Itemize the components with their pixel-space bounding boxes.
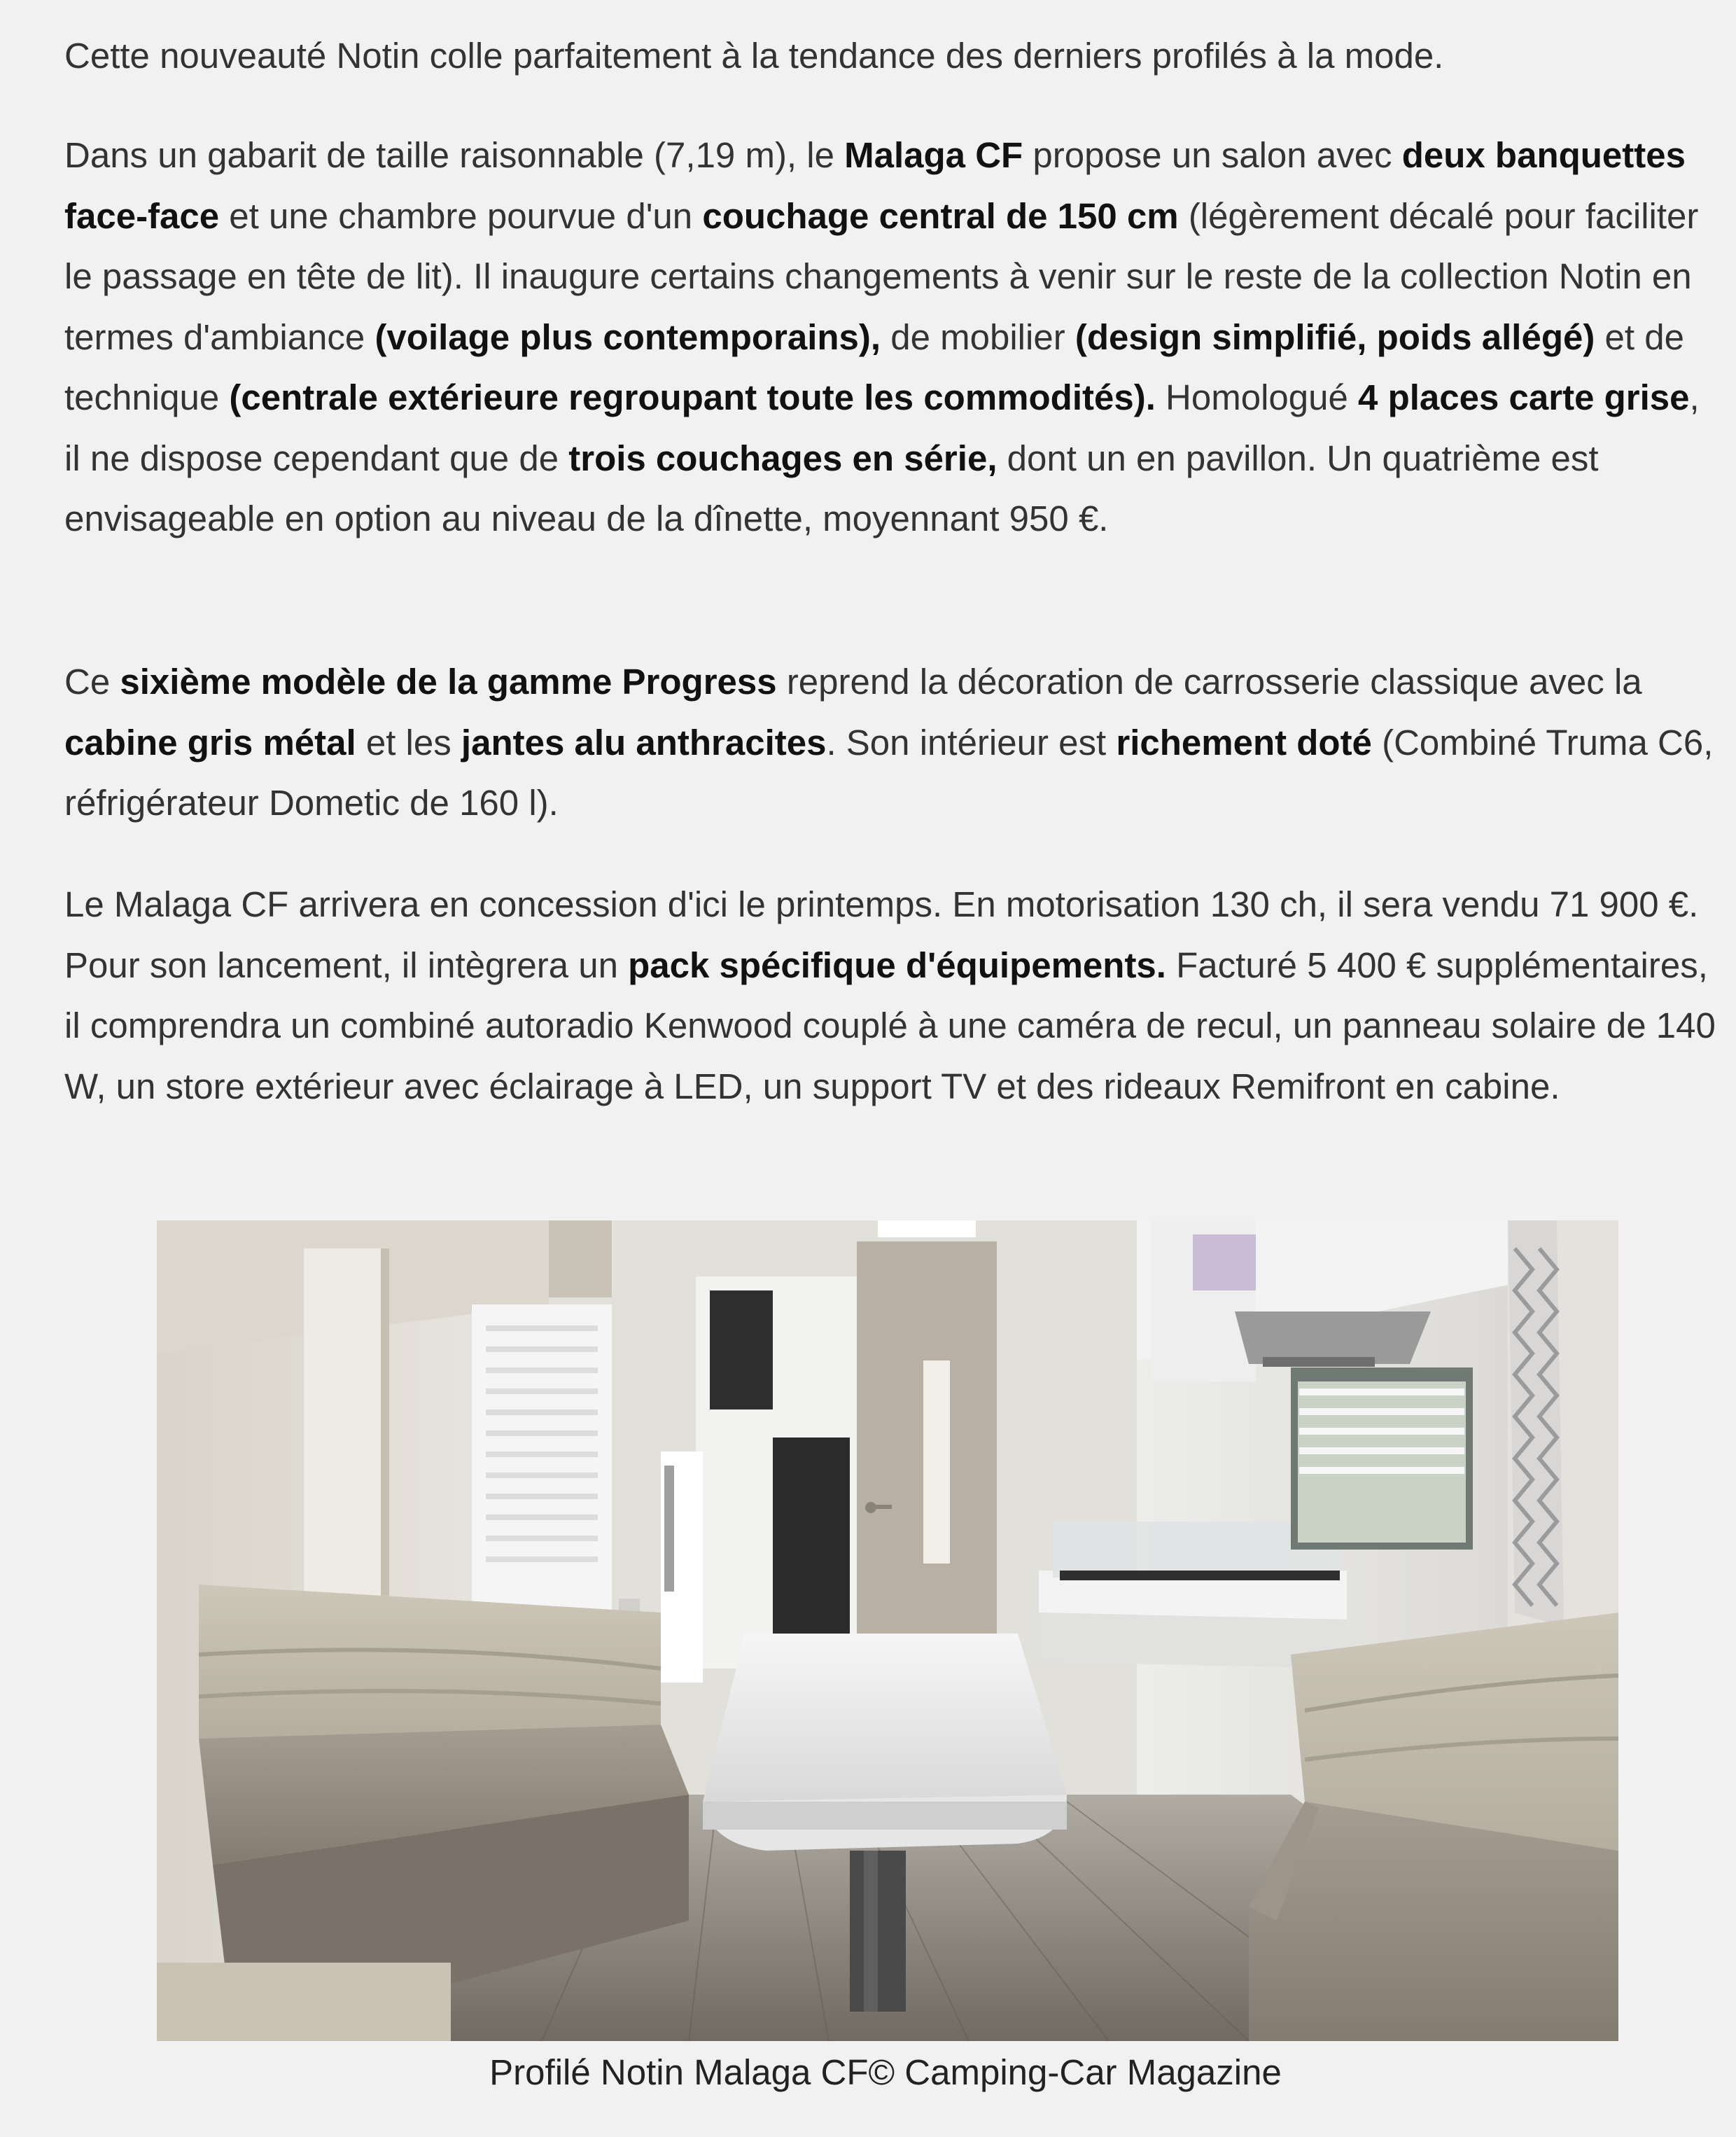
decoration-paragraph [64, 652, 1723, 834]
pricing-paragraph [64, 875, 1723, 1117]
bold-run: (design simplifié, poids allégé) [1074, 316, 1595, 357]
text-run: de mobilier [881, 316, 1075, 357]
text-run: Dans un gabarit de taille raisonnable (7,19 m), le [64, 135, 845, 175]
bold-run: richement doté [1116, 722, 1372, 763]
bold-run: sixième modèle de la gamme Progress [120, 662, 777, 702]
text-run: Ce [64, 662, 120, 702]
text-run: et les [356, 722, 461, 763]
bold-run: 4 places carte grise [1358, 377, 1690, 417]
text-run: et de technique [64, 316, 1684, 417]
text-run: et une chambre pourvue d'un [219, 195, 703, 236]
bold-run: Malaga CF [844, 135, 1023, 175]
bold-run: couchage central de 150 cm [702, 195, 1179, 236]
text-run: Homologué [1155, 377, 1359, 417]
photo-caption: Profilé Notin Malaga CF© Camping-Car Magazine [489, 2052, 1282, 2092]
bold-run: pack spécifique d'équipements. [628, 945, 1166, 985]
text-run: (légèrement décalé pour faciliter le passage en tête de lit). Il inaugure certains changements à venir sur le reste de la collection Notin en termes d'ambiance [64, 195, 1699, 357]
text-run: (Combiné Truma C6, réfrigérateur Dometic de 160 l). [64, 722, 1714, 823]
text-run: dont un en pavillon. Un quatrième est envisageable en option au niveau de la dînette, moyennant 950 €. [64, 438, 1599, 538]
bold-run: cabine gris métal [64, 722, 356, 763]
bold-run: trois couchages en série, [568, 438, 997, 478]
text-run: propose un salon avec [1023, 135, 1402, 175]
bold-run: (centrale extérieure regroupant toute les commodités). [229, 377, 1156, 417]
bold-run: (voilage plus contemporains), [374, 316, 881, 357]
bold-run: jantes alu anthracites [461, 722, 827, 763]
text-run: , il ne dispose cependant que de [64, 377, 1700, 478]
interior-photo [157, 1220, 1618, 2041]
text-run: Cette nouveauté Notin colle parfaitement à la tendance des derniers profilés à la mode. [64, 36, 1444, 76]
intro-paragraph [64, 26, 1723, 87]
bold-run: deux banquettes face-face [64, 135, 1686, 236]
text-run: . Son intérieur est [826, 722, 1116, 763]
interior-photo-illustration [157, 1220, 1618, 2041]
description-paragraph [64, 125, 1723, 550]
text-run: Facturé 5 400 € supplémentaires, il comprendra un combiné autoradio Kenwood couplé à une caméra de recul, un panneau solaire de 140 W, un store extérieur avec éclairage à LED, un support TV et des rideaux Remifront en cabine. [64, 945, 1716, 1106]
text-run: reprend la décoration de carrosserie classique avec la [776, 662, 1642, 702]
text-run: Le Malaga CF arrivera en concession d'ici le printemps. En motorisation 130 ch, il sera vendu 71 900 €. Pour son lancement, il intègrera un [64, 884, 1699, 985]
